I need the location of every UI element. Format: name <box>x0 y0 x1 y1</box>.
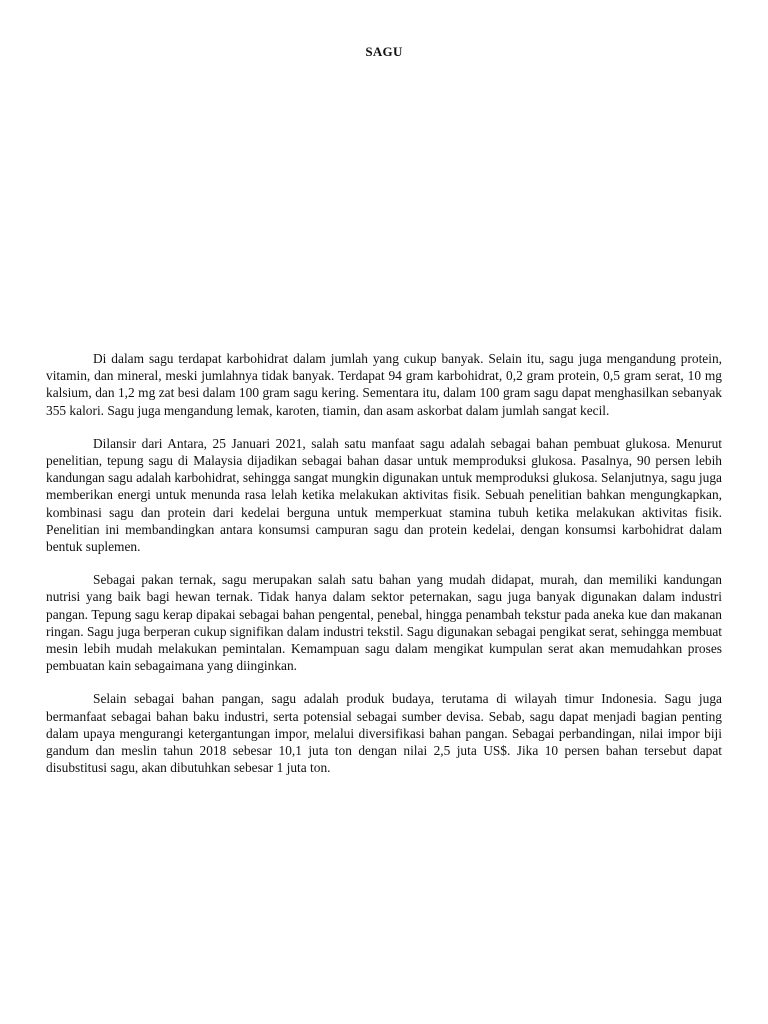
document-body <box>46 350 722 792</box>
paragraph-industry: Sebagai pakan ternak, sagu merupakan salah satu bahan yang mudah didapat, murah, dan memiliki kandungan nutrisi yang baik bagi hewan ternak. Tidak hanya dalam sektor peternakan, sagu juga banyak digunakan dalam industri pangan. Tepung sagu kerap dipakai sebagai bahan pengental, penebal, hingga penambah tekstur pada aneka kue dan makanan ringan. Sagu juga berperan cukup signifikan dalam industri tekstil. Sagu digunakan sebagai pengikat serat, sehingga membuat mesin lebih mudah melakukan pemintalan. Kemampuan sagu dalam mengikat kumpulan serat akan memudahkan proses pembuatan kain sebagaimana yang diinginkan. <box>46 572 722 674</box>
paragraph-nutrition: Di dalam sagu terdapat karbohidrat dalam jumlah yang cukup banyak. Selain itu, sagu juga mengandung protein, vitamin, dan mineral, meski jumlahnya tidak banyak. Terdapat 94 gram karbohidrat, 0,2 gram protein, 0,5 gram serat, 10 mg kalsium, dan 1,2 mg zat besi dalam 100 gram sagu kering. Sementara itu, dalam 100 gram sagu dapat menghasilkan sebanyak 355 kalori. Sagu juga mengandung lemak, karoten, tiamin, dan asam askorbat dalam jumlah sangat kecil. <box>46 351 722 418</box>
paragraph-glucose: Dilansir dari Antara, 25 Januari 2021, salah satu manfaat sagu adalah sebagai bahan pembuat glukosa. Menurut penelitian, tepung sagu di Malaysia dijadikan sebagai bahan dasar untuk memproduksi glukosa. Pasalnya, 90 persen lebih kandungan sagu adalah karbohidrat, sehingga sangat mungkin digunakan untuk memproduksi glukosa. Selanjutnya, sagu juga memberikan energi untuk menunda rasa lelah ketika melakukan aktivitas fisik. Sebuah penelitian bahkan mengungkapkan, kombinasi sagu dan protein dari kedelai berguna untuk memperkuat stamina tubuh ketika melakukan aktivitas fisik. Penelitian ini membandingkan antara konsumsi campuran sagu dan protein kedelai, dengan konsumsi karbohidrat dalam bentuk suplemen. <box>46 435 722 555</box>
paragraph-culture-economy: Selain sebagai bahan pangan, sagu adalah produk budaya, terutama di wilayah timur Indonesia. Sagu juga bermanfaat sebagai bahan baku industri, serta potensial sebagai sumber devisa. Sebab, sagu dapat menjadi bagian penting dalam upaya mengurangi ketergantungan impor, melalui diversifikasi bahan pangan. Sebagai perbandingan, nilai impor biji gandum dan meslin tahun 2018 sebesar 10,1 juta ton dengan nilai 2,5 juta US$. Jika 10 persen bahan tersebut dapat disubstitusi sagu, akan dibutuhkan sebesar 1 juta ton. <box>46 691 722 776</box>
document-title: SAGU <box>365 44 403 59</box>
